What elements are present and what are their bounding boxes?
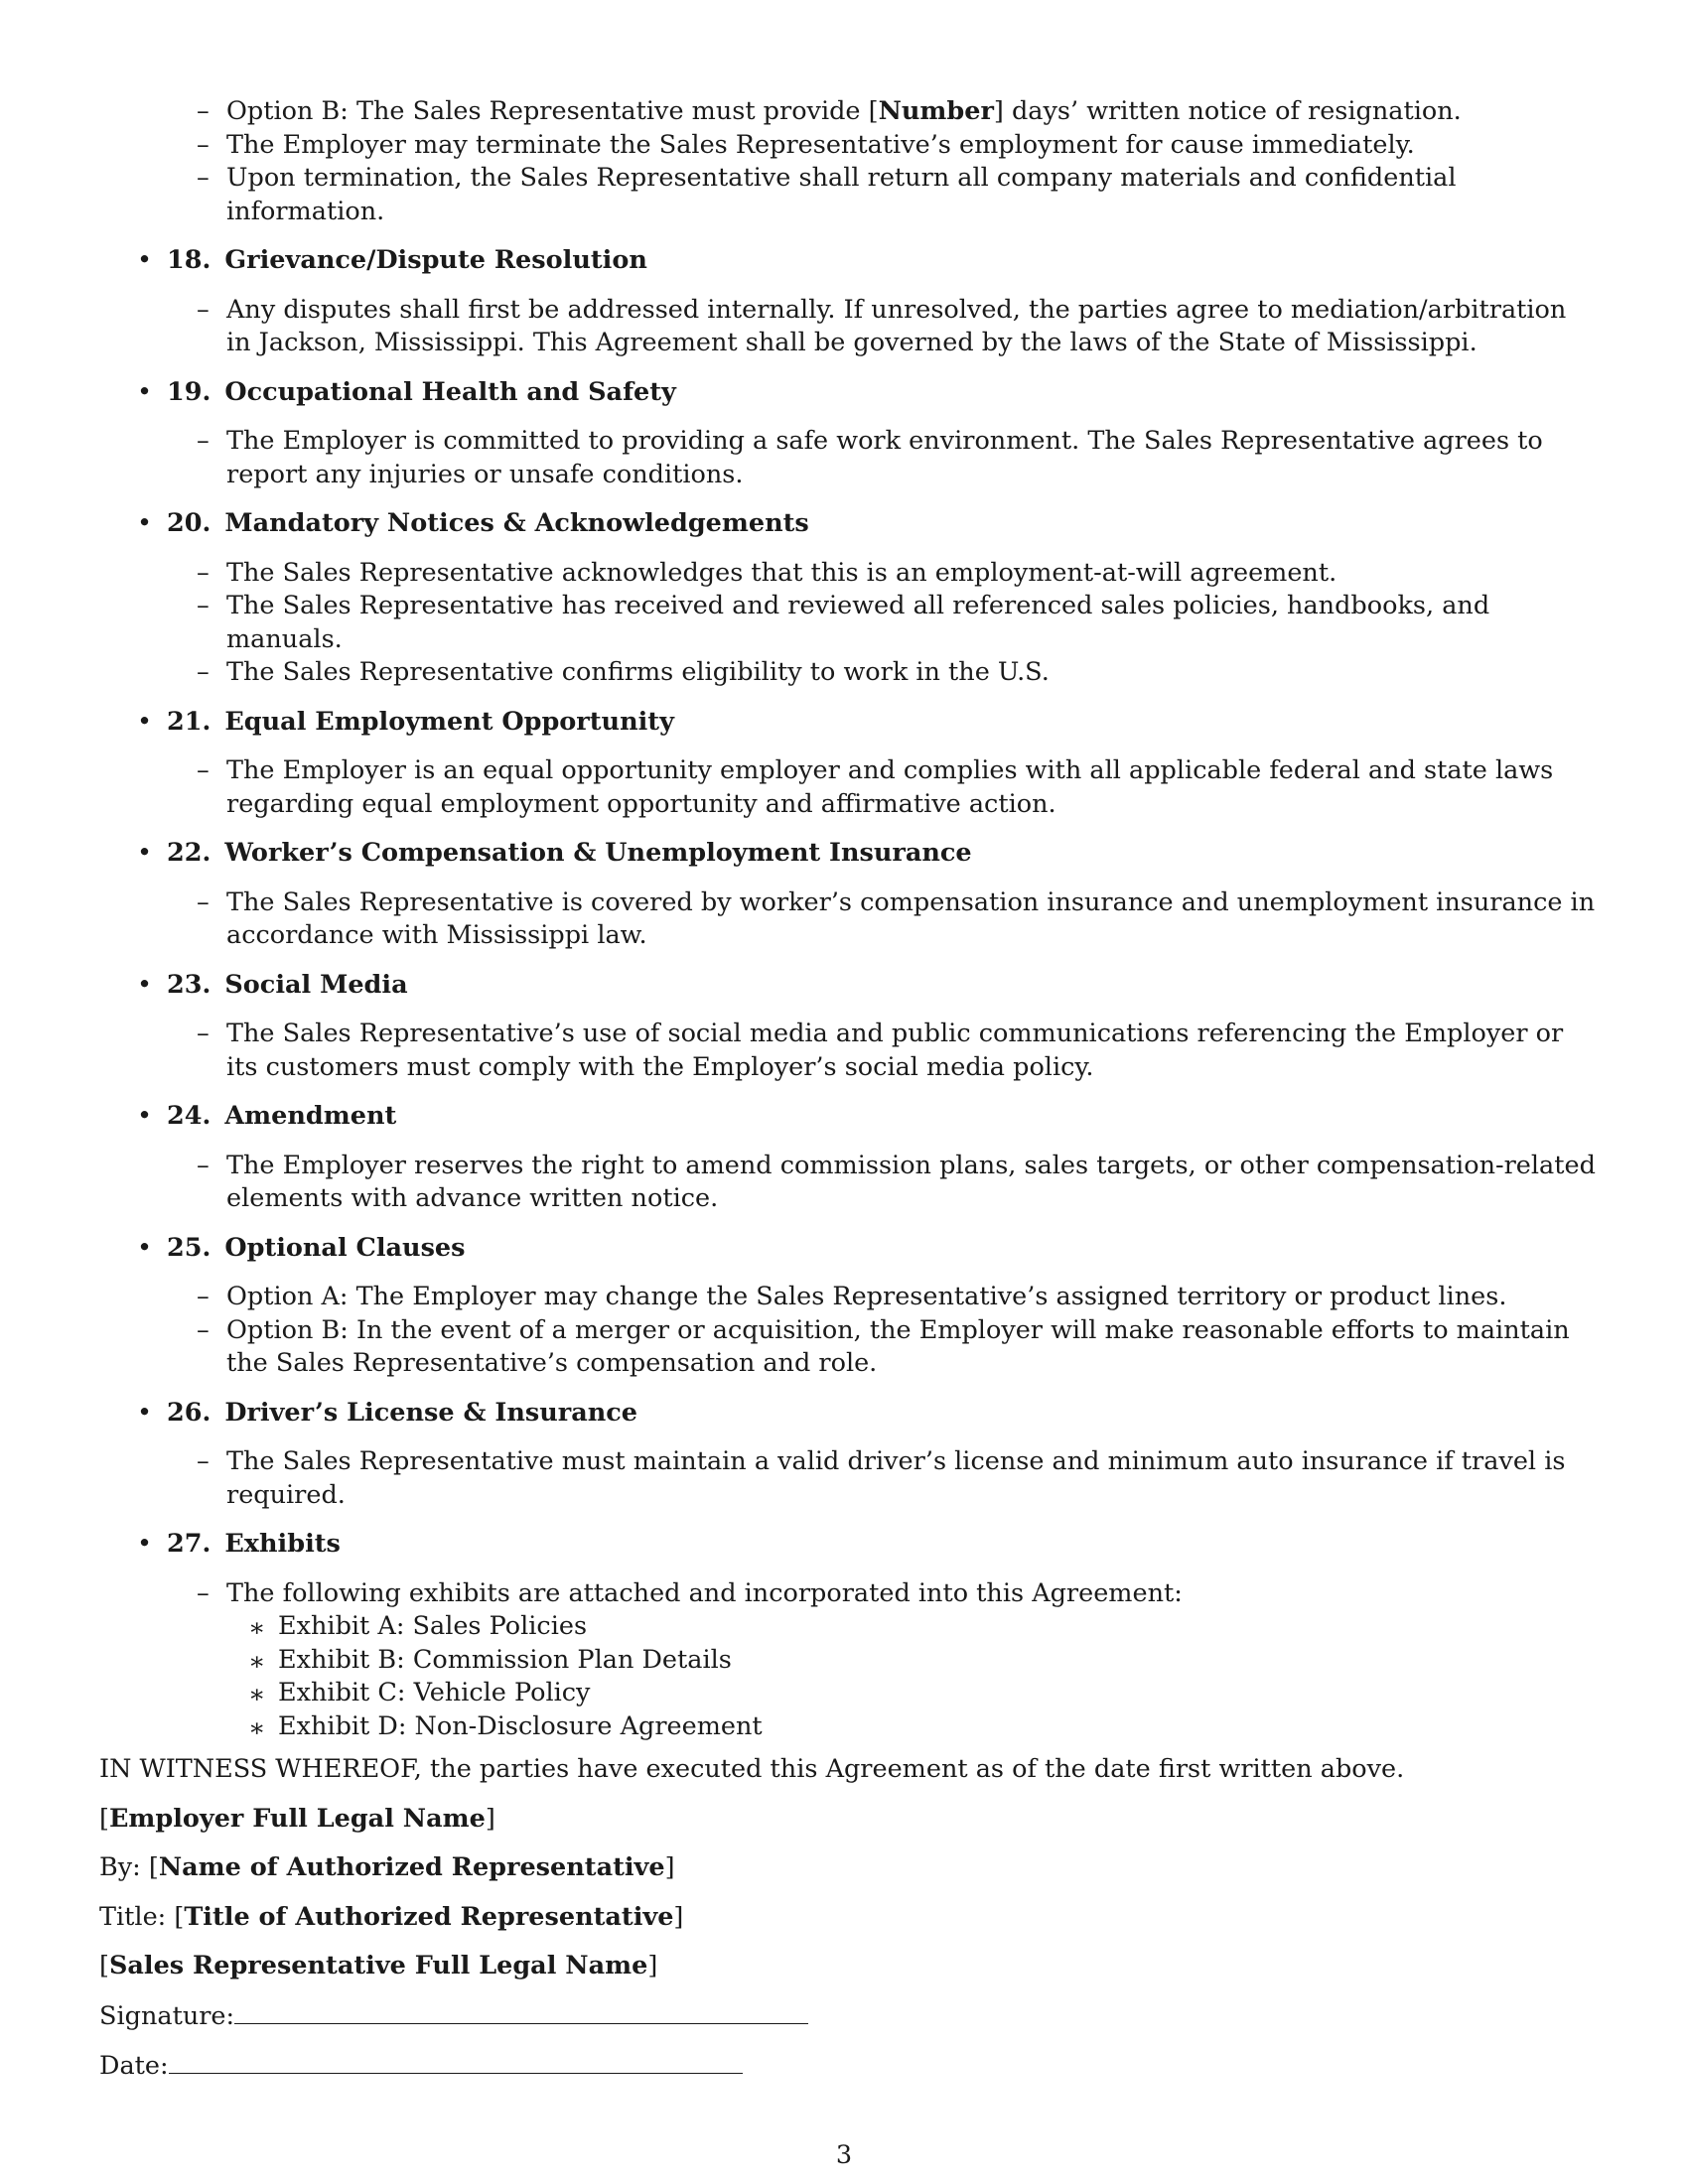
section-27 [99,1528,1599,1743]
bullet-icon: • [137,1397,153,1428]
dash-icon: – [197,1150,210,1180]
section-items [99,1018,1599,1084]
employer-name-placeholder: Employer Full Legal Name [108,1803,486,1834]
bullet-icon: • [137,706,153,737]
section-heading [99,1100,1599,1134]
section-number: 25. [167,1232,211,1263]
section-heading [99,376,1599,410]
asterisk-icon: ∗ [248,1646,266,1677]
section-title: Optional Clauses [224,1232,466,1263]
bullet-icon: • [137,838,153,868]
item-text-prefix: Option B: The Sales Representative must provide [ [226,96,879,126]
close-bracket: ] [647,1951,658,1980]
item-text: The Sales Representative has received and reviewed all referenced sales policies, handbooks, and manuals. [226,591,1490,654]
section-items [99,1150,1599,1216]
section-20 [99,507,1599,690]
bullet-icon: • [137,969,153,1000]
section-number: 27. [167,1529,211,1559]
item-text-suffix: ] days’ written notice of resignation. [993,96,1462,126]
asterisk-icon: ∗ [248,1613,266,1643]
section-title: Amendment [224,1101,397,1131]
list-item [197,656,1599,690]
list-item [197,1018,1599,1084]
date-line [99,2049,1599,2084]
open-bracket: [ [174,1901,185,1932]
item-text: The Sales Representative’s use of social media and public communications referencing the Employer or its customers must comply with the Employer’s social media policy. [226,1019,1564,1082]
section-number: 24. [167,1101,211,1131]
section-25 [99,1232,1599,1381]
list-item [197,887,1599,953]
item-text: Any disputes shall first be addressed internally. If unresolved, the parties agree to mediation/arbitration in Jackson, Mississippi. This Agreement shall be governed by the laws of the State of Mississippi. [226,294,1567,357]
section-heading [99,507,1599,541]
section-number: 20. [167,508,211,538]
section-items [99,1281,1599,1381]
section-items [99,425,1599,491]
date-label: Date: [99,2051,169,2081]
list-item [197,754,1599,821]
section-heading [99,837,1599,871]
signature-label: Signature: [99,2000,235,2031]
dash-icon: – [197,129,210,160]
section-heading [99,1397,1599,1431]
section-items [99,557,1599,690]
dash-icon: – [197,96,210,126]
section-title: Worker’s Compensation & Unemployment Insurance [224,838,972,868]
exhibit-text: Exhibit D: Non-Disclosure Agreement [278,1710,763,1741]
dash-icon: – [197,1446,210,1476]
bullet-icon: • [137,245,153,275]
employer-name-line [99,1803,1599,1837]
dash-icon: – [197,163,210,193]
item-text: The following exhibits are attached and incorporated into this Agreement: [226,1577,1183,1608]
item-text: The Sales Representative acknowledges that this is an employment-at-will agreement. [226,557,1337,588]
dash-icon: – [197,1282,210,1311]
exhibit-text: Exhibit A: Sales Policies [278,1611,588,1641]
section-number: 26. [167,1397,211,1428]
section-heading [99,1232,1599,1266]
by-line [99,1851,1599,1885]
page-number: 3 [835,2140,853,2170]
title-label: Title: [99,1901,167,1932]
section-title: Occupational Health and Safety [224,376,676,407]
continuation-list [99,95,1599,228]
list-item [197,425,1599,491]
section-21 [99,706,1599,822]
exhibit-item [248,1710,1599,1744]
section-24 [99,1100,1599,1216]
dash-icon: – [197,755,210,785]
witness-statement: IN WITNESS WHEREOF, the parties have executed this Agreement as of the date first written above. [99,1754,1405,1784]
section-26 [99,1397,1599,1513]
open-bracket: [ [99,1803,109,1834]
exhibit-text: Exhibit B: Commission Plan Details [278,1644,732,1675]
dash-icon: – [197,557,210,588]
item-text: The Sales Representative confirms eligibility to work in the U.S. [226,657,1050,687]
list-item [197,1314,1599,1381]
item-text: The Employer reserves the right to amend commission plans, sales targets, or other compensation-related elements with advance written notice. [226,1150,1596,1213]
dash-icon: – [197,591,210,620]
section-number: 18. [167,245,211,275]
section-number: 19. [167,376,211,407]
section-title: Mandatory Notices & Acknowledgements [224,508,809,538]
date-blank[interactable] [169,2049,743,2074]
list-item [197,1445,1599,1512]
section-heading [99,244,1599,278]
list-item [197,1150,1599,1216]
section-title: Driver’s License & Insurance [224,1397,638,1428]
section-items [99,1445,1599,1512]
signature-blank[interactable] [234,1999,808,2024]
dash-icon: – [197,887,210,917]
item-text: The Sales Representative is covered by worker’s compensation insurance and unemployment insurance in accordance with Mississippi law. [226,887,1596,950]
section-items [99,887,1599,953]
section-19 [99,376,1599,492]
bullet-icon: • [137,508,153,538]
list-item [197,162,1599,228]
exhibit-item [248,1677,1599,1710]
item-text: Option A: The Employer may change the Sales Representative’s assigned territory or product lines. [226,1282,1507,1311]
authorized-rep-title-placeholder: Title of Authorized Representative [184,1901,674,1932]
item-text: The Employer is an equal opportunity employer and complies with all applicable federal and state laws regarding equal employment opportunity and affirmative action. [226,755,1554,819]
list-item [197,95,1599,129]
section-items [99,754,1599,821]
item-text: Upon termination, the Sales Representative shall return all company materials and confidential information. [226,163,1457,226]
open-bracket: [ [148,1852,159,1882]
dash-icon: – [197,426,210,456]
section-heading [99,1528,1599,1562]
section-18 [99,244,1599,360]
bullet-icon: • [137,1529,153,1559]
section-number: 23. [167,969,211,1000]
list-item [197,590,1599,656]
list-item [197,1577,1599,1744]
bullet-icon: • [137,1232,153,1263]
sales-rep-name-placeholder: Sales Representative Full Legal Name [108,1951,648,1980]
close-bracket: ] [485,1803,495,1834]
item-text: The Employer may terminate the Sales Representative’s employment for cause immediately. [226,129,1415,160]
section-title: Social Media [224,969,408,1000]
list-item [197,557,1599,591]
dash-icon: – [197,1019,210,1048]
bullet-icon: • [137,1101,153,1131]
placeholder-number: Number [878,96,994,126]
title-line [99,1901,1599,1935]
dash-icon: – [197,1314,210,1345]
section-title: Exhibits [224,1529,341,1559]
section-number: 21. [167,706,211,737]
bullet-icon: • [137,376,153,407]
by-label: By: [99,1852,141,1882]
sales-rep-name-line [99,1950,1599,1983]
section-number: 22. [167,838,211,868]
authorized-rep-name-placeholder: Name of Authorized Representative [158,1852,665,1882]
item-text: The Sales Representative must maintain a valid driver’s license and minimum auto insurance if travel is required. [226,1446,1566,1510]
exhibit-item [248,1644,1599,1678]
exhibit-text: Exhibit C: Vehicle Policy [278,1678,591,1707]
asterisk-icon: ∗ [248,1680,266,1709]
close-bracket: ] [664,1852,675,1882]
section-items [99,294,1599,360]
section-23 [99,969,1599,1085]
open-bracket: [ [99,1951,109,1980]
document-page [99,95,1599,2084]
section-title: Grievance/Dispute Resolution [224,245,647,275]
section-heading [99,969,1599,1003]
dash-icon: – [197,294,210,325]
list-item [197,129,1599,163]
dash-icon: – [197,1577,210,1608]
section-heading [99,706,1599,740]
signature-line [99,1999,1599,2034]
list-item [197,294,1599,360]
section-title: Equal Employment Opportunity [224,706,674,737]
exhibit-list [226,1610,1599,1743]
section-items [99,1577,1599,1744]
dash-icon: – [197,657,210,687]
exhibit-item [248,1610,1599,1644]
section-22 [99,837,1599,953]
list-item [197,1281,1599,1314]
asterisk-icon: ∗ [248,1712,266,1743]
close-bracket: ] [673,1901,684,1932]
item-text: Option B: In the event of a merger or acquisition, the Employer will make reasonable efforts to maintain the Sales Representative’s compensation and role. [226,1314,1570,1378]
item-text: The Employer is committed to providing a safe work environment. The Sales Representative agrees to report any injuries or unsafe conditions. [226,426,1543,489]
